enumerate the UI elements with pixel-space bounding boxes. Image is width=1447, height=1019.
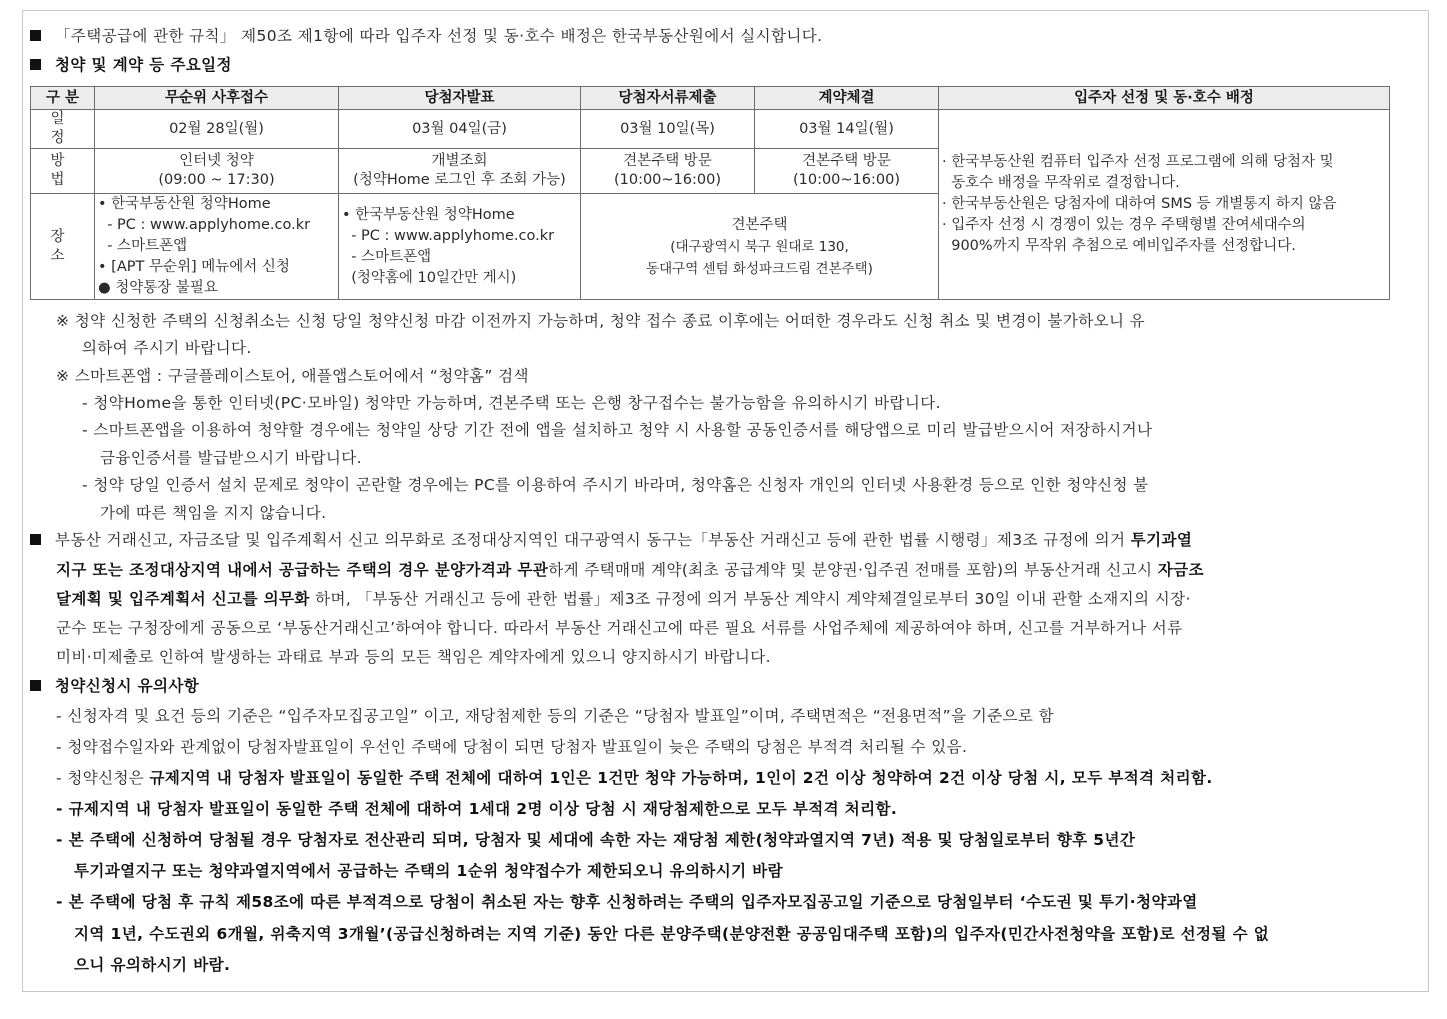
method-line: (10:00~16:00): [613, 172, 722, 188]
assign-note-line: · 한국부동산원은 당첨자에 대하여 SMS 등 개별통지 하지 않음: [942, 196, 1337, 212]
realestate-bold: 투기과열: [1130, 531, 1193, 549]
place-line: - PC : www.applyhome.co.kr: [342, 227, 555, 244]
place-line: ● 청약통장 불필요: [98, 280, 218, 296]
method-line: (청약Home 로그인 후 조회 가능): [353, 172, 566, 188]
table-row-dates: [31, 110, 1390, 149]
header-category: 구 분: [31, 87, 95, 110]
realestate-line-5: 미비·미제출로 인하여 발생하는 과태료 부과 등의 모든 책임은 계약자에게 있으니 양지하시기 바랍니다.: [56, 648, 771, 666]
place-line: - 스마트폰앱: [98, 238, 188, 254]
date-apply: 02월 28일(월): [95, 110, 339, 149]
header-documents: 당첨자서류제출: [581, 87, 755, 110]
square-bullet-icon: [30, 59, 41, 70]
note-app: ※ 스마트폰앱 : 구글플레이스토어, 애플앱스토어에서 “청약홈” 검색: [56, 367, 529, 385]
method-line: 견본주택 방문: [623, 153, 712, 169]
realestate-line-3: [56, 589, 1191, 609]
place-announce: [339, 194, 581, 300]
schedule-table: [30, 86, 1390, 300]
place-line: • 한국부동산원 청약Home: [342, 206, 515, 223]
table-header-row: [31, 87, 1390, 110]
caution-household: - 규제지역 내 당첨자 발표일이 동일한 주택 전체에 대하여 1세대 2명 이상 당첨 시 재당첨제한으로 모두 부적격 처리함.: [56, 800, 898, 818]
place-line: - PC : www.applyhome.co.kr: [98, 217, 311, 233]
realestate-bold: 지구 또는 조정대상지역 내에서 공급하는 주택의 경우 분양가격과 무관: [56, 561, 549, 579]
place-line: 견본주택: [731, 216, 788, 233]
square-bullet-icon: [30, 680, 41, 691]
caution-bold: 규제지역 내 당첨자 발표일이 동일한 주택 전체에 대하여 1인은 1건만 청약 가능하며, 1인이 2건 이상 청약하여 2건 이상 당첨 시, 모두 부적격 처리함.: [149, 769, 1213, 787]
header-assignment: 입주자 선정 및 동·호수 배정: [939, 87, 1390, 110]
square-bullet-icon: [30, 30, 41, 41]
date-announce: 03월 04일(금): [339, 110, 581, 149]
caution-one-application: [56, 768, 1213, 788]
realestate-bold: 자금조: [1157, 561, 1204, 579]
row-label-method: 방 법: [31, 149, 95, 194]
row-label-place: 장 소: [31, 194, 95, 300]
header-apply: 무순위 사후접수: [95, 87, 339, 110]
assign-note-line: 900%까지 무작위 추첨으로 예비입주자를 선정합니다.: [942, 238, 1296, 254]
place-model-house: [581, 194, 939, 300]
intro-text: 「주택공급에 관한 규칙」 제50조 제1항에 따라 입주자 선정 및 동·호수 배정은 한국부동산원에서 실시합니다.: [55, 27, 823, 45]
method-contract: [755, 149, 939, 194]
note-cert-1: - 스마트폰앱을 이용하여 청약할 경우에는 청약일 상당 기간 전에 앱을 설치하고 청약 시 사용할 공동인증서를 해당앱으로 미리 발급받으시어 저장하시거나: [82, 421, 1153, 439]
place-line: - 스마트폰앱: [342, 248, 432, 265]
square-bullet-icon: [30, 534, 41, 545]
row-label-dates: 일 정: [31, 110, 95, 149]
header-announce: 당첨자발표: [339, 87, 581, 110]
place-line: (청약홈에 10일간만 게시): [342, 269, 517, 286]
date-contract: 03월 14일(월): [755, 110, 939, 149]
method-apply: [95, 149, 339, 194]
note-cert-problem-2: 가에 따른 책임을 지지 않습니다.: [100, 504, 327, 522]
schedule-heading: [30, 55, 232, 75]
method-line: 견본주택 방문: [802, 153, 891, 169]
note-online-only: - 청약Home을 통한 인터넷(PC·모바일) 청약만 가능하며, 견본주택 또는 은행 창구접수는 불가능함을 유의하시기 바랍니다.: [82, 394, 941, 412]
place-line: (대구광역시 북구 원대로 130,: [670, 238, 849, 255]
note-cert-problem-1: - 청약 당일 인증서 설치 문제로 청약이 곤란할 경우에는 PC를 이용하여 주시기 바라며, 청약홈은 신청자 개인의 인터넷 사용환경 등으로 인한 청약신청 불: [82, 476, 1149, 494]
method-announce: [339, 149, 581, 194]
caution-ineligible-3: 으니 유의하시기 바람.: [74, 956, 231, 974]
caution-priority: - 청약접수일자와 관계없이 당첨자발표일이 우선인 주택에 당첨이 되면 당첨자 발표일이 늦은 주택의 당첨은 부적격 처리될 수 있음.: [56, 738, 968, 756]
note-cancel-1: ※ 청약 신청한 주택의 신청취소는 신청 당일 청약신청 마감 이전까지 가능하며, 청약 접수 종료 이후에는 어떠한 경우라도 신청 취소 및 변경이 불가하오니 유: [56, 312, 1146, 330]
note-cert-2: 금융인증서를 발급받으시기 바랍니다.: [100, 449, 362, 467]
realestate-line-4: 군수 또는 구청장에게 공동으로 ‘부동산거래신고’하여야 합니다. 따라서 부동산 거래신고에 따른 필요 서류를 사업주체에 제공하여야 하며, 신고를 거부하거나 서류: [56, 619, 1183, 637]
place-line: 동대구역 센텀 화성파크드림 견본주택): [646, 260, 873, 277]
realestate-text: 부동산 거래신고, 자금조달 및 입주계획서 신고 의무화로 조정대상지역인 대구광역시 동구는「부동산 거래신고 등에 관한 법률 시행령」제3조 규정에 의거: [55, 531, 1131, 549]
realestate-line-2: [56, 560, 1204, 580]
caution-rewin-2: 투기과열지구 또는 청약과열지역에서 공급하는 주택의 1순위 청약접수가 제한되오니 유의하시기 바람: [74, 862, 784, 880]
schedule-title: 청약 및 계약 등 주요일정: [55, 56, 232, 74]
method-line: (10:00~16:00): [792, 172, 901, 188]
method-documents: [581, 149, 755, 194]
caution-text: - 청약신청은: [56, 769, 150, 787]
assign-note-line: 동호수 배정을 무작위로 결정합니다.: [942, 175, 1180, 191]
caution-heading: [30, 676, 199, 696]
caution-criteria: - 신청자격 및 요건 등의 기준은 “입주자모집공고일” 이고, 재당첨제한 등의 기준은 “당첨자 발표일”이며, 주택면적은 “전용면적”을 기준으로 함: [56, 707, 1054, 725]
realestate-text: 하게 주택매매 계약(최초 공급계약 및 분양권·입주권 전매를 포함)의 부동산거래 신고시: [548, 561, 1158, 579]
place-line: • 한국부동산원 청약Home: [98, 196, 271, 212]
assign-note-line: · 한국부동산원 컴퓨터 입주자 선정 프로그램에 의해 당첨자 및: [942, 154, 1334, 170]
place-line: • [APT 무순위] 메뉴에서 신청: [98, 259, 290, 275]
header-contract: 계약체결: [755, 87, 939, 110]
realestate-text: 하며, 「부동산 거래신고 등에 관한 법률」제3조 규정에 의거 부동산 계약시 계약체결일로부터 30일 이내 관할 소재지의 시장·: [309, 590, 1191, 608]
date-documents: 03월 10일(목): [581, 110, 755, 149]
caution-ineligible-1: - 본 주택에 당첨 후 규칙 제58조에 따른 부적격으로 당첨이 취소된 자는 향후 신청하려는 주택의 입주자모집공고일 기준으로 당첨일부터 ‘수도권 및 투기·청약과열: [56, 893, 1198, 911]
caution-rewin-1: - 본 주택에 신청하여 당첨될 경우 당첨자로 전산관리 되며, 당첨자 및 세대에 속한 자는 재당첨 제한(청약과열지역 7년) 적용 및 당첨일로부터 향후 5년간: [56, 831, 1136, 849]
caution-ineligible-2: 지역 1년, 수도권외 6개월, 위축지역 3개월’(공급신청하려는 지역 기준) 동안 다른 분양주택(분양전환 공공임대주택 포함)의 입주자(민간사전청약을 포함)로 선정될 수 없: [74, 925, 1270, 943]
method-line: (09:00 ~ 17:30): [158, 172, 275, 188]
note-cancel-2: 의하여 주시기 바랍니다.: [82, 339, 252, 357]
method-line: 인터넷 청약: [179, 153, 254, 169]
realestate-bold: 달계획 및 입주계획서 신고를 의무화: [56, 590, 310, 608]
caution-title: 청약신청시 유의사항: [55, 677, 200, 695]
method-line: 개별조회: [431, 153, 488, 169]
assign-note-line: · 입주자 선정 시 경쟁이 있는 경우 주택형별 잔여세대수의: [942, 217, 1306, 233]
intro-line: [30, 26, 822, 46]
place-apply: [95, 194, 339, 300]
assignment-notes: [939, 110, 1390, 300]
realestate-line-1: [30, 530, 1192, 550]
